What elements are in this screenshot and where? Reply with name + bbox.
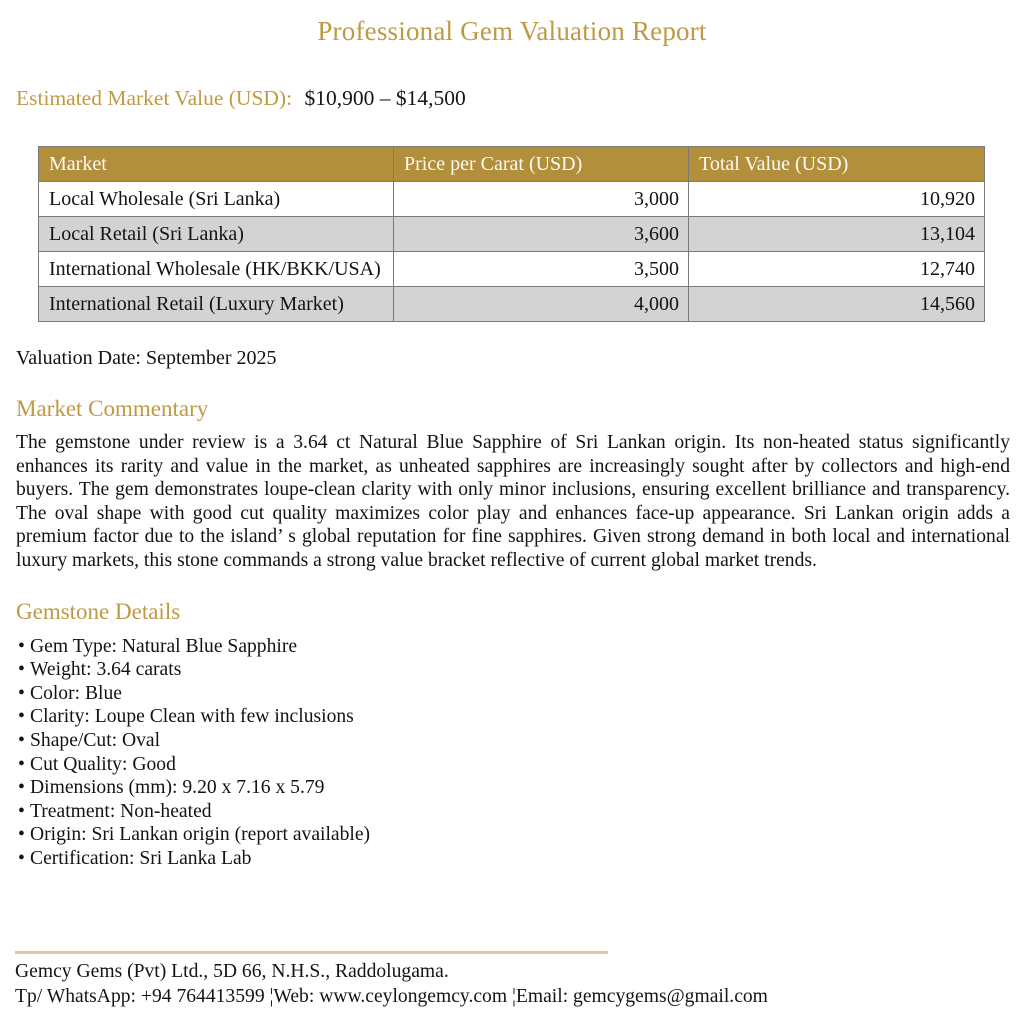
contact-info-line: Tp/ WhatsApp: +94 764413599 ¦Web: www.ceylongemcy.com ¦Email: gemcygems@gmail.com — [15, 986, 768, 1007]
detail-text: Clarity: Loupe Clean with few inclusions — [30, 706, 354, 728]
list-item — [18, 753, 1008, 777]
bullet-icon: • — [18, 847, 25, 869]
cell-total: 12,740 — [689, 252, 985, 287]
list-item — [18, 847, 1008, 871]
gem-valuation-report-page — [0, 16, 1024, 1015]
list-item — [18, 658, 1008, 682]
cell-market: International Retail (Luxury Market) — [39, 287, 394, 322]
bullet-icon: • — [18, 753, 25, 775]
bullet-icon: • — [18, 777, 25, 799]
gemstone-details-list — [18, 635, 1008, 871]
cell-price: 4,000 — [394, 287, 689, 322]
estimated-value-label: Estimated Market Value (USD): — [16, 86, 293, 110]
table-row — [39, 217, 985, 252]
cell-total: 14,560 — [689, 287, 985, 322]
footer-divider — [15, 951, 608, 954]
valuation-table — [38, 146, 985, 322]
column-header-total-value: Total Value (USD) — [689, 147, 985, 182]
list-item — [18, 682, 1008, 706]
list-item — [18, 800, 1008, 824]
cell-price: 3,500 — [394, 252, 689, 287]
detail-text: Weight: 3.64 carats — [30, 659, 182, 681]
bullet-icon: • — [18, 635, 25, 657]
bullet-icon: • — [18, 729, 25, 751]
list-item — [18, 823, 1008, 847]
column-header-market: Market — [39, 147, 394, 182]
cell-total: 13,104 — [689, 217, 985, 252]
cell-market: Local Retail (Sri Lanka) — [39, 217, 394, 252]
valuation-date: Valuation Date: September 2025 — [16, 347, 277, 369]
bullet-icon: • — [18, 706, 25, 728]
detail-text: Color: Blue — [30, 682, 122, 704]
bullet-icon: • — [18, 659, 25, 681]
cell-market: International Wholesale (HK/BKK/USA) — [39, 252, 394, 287]
list-item — [18, 635, 1008, 659]
list-item — [18, 776, 1008, 800]
column-header-price-per-carat: Price per Carat (USD) — [394, 147, 689, 182]
page-title: Professional Gem Valuation Report — [317, 16, 707, 46]
detail-text: Gem Type: Natural Blue Sapphire — [30, 635, 298, 657]
table-header-row — [39, 147, 985, 182]
detail-text: Cut Quality: Good — [30, 753, 176, 775]
detail-text: Treatment: Non-heated — [30, 800, 212, 822]
list-item — [18, 729, 1008, 753]
report-footer — [15, 951, 1015, 1009]
detail-text: Certification: Sri Lanka Lab — [30, 847, 252, 869]
table-row — [39, 182, 985, 217]
bullet-icon: • — [18, 682, 25, 704]
table-row — [39, 287, 985, 322]
cell-price: 3,600 — [394, 217, 689, 252]
detail-text: Dimensions (mm): 9.20 x 7.16 x 5.79 — [30, 777, 325, 799]
cell-price: 3,000 — [394, 182, 689, 217]
cell-market: Local Wholesale (Sri Lanka) — [39, 182, 394, 217]
list-item — [18, 705, 1008, 729]
detail-text: Shape/Cut: Oval — [30, 729, 161, 751]
gemstone-details-heading: Gemstone Details — [16, 598, 181, 624]
detail-text: Origin: Sri Lankan origin (report available) — [30, 824, 371, 846]
market-commentary-body: The gemstone under review is a 3.64 ct Natural Blue Sapphire of Sri Lankan origin. Its non-heated status significantly enhances its rarity and value in the market, as unheated sapphires are increasingly sought after by collectors and high-end buyers. The gem demonstrates loupe-clean clarity with only minor inclusions, ensuring excellent brilliance and transparency. The oval shape with good cut quality maximizes color play and enhances face-up appearance. Sri Lankan origin adds a premium factor due to the island’ s global reputation for fine sapphires. Given strong demand in both local and international luxury markets, this stone commands a strong value bracket reflective of current global market trends. — [16, 432, 1010, 571]
bullet-icon: • — [18, 824, 25, 846]
cell-total: 10,920 — [689, 182, 985, 217]
estimated-value-amount: $10,900 – $14,500 — [304, 86, 466, 110]
estimated-market-value-line — [16, 86, 1008, 111]
company-address-line: Gemcy Gems (Pvt) Ltd., 5D 66, N.H.S., Raddolugama. — [15, 961, 449, 982]
table-row — [39, 252, 985, 287]
bullet-icon: • — [18, 800, 25, 822]
market-commentary-heading: Market Commentary — [16, 396, 209, 421]
